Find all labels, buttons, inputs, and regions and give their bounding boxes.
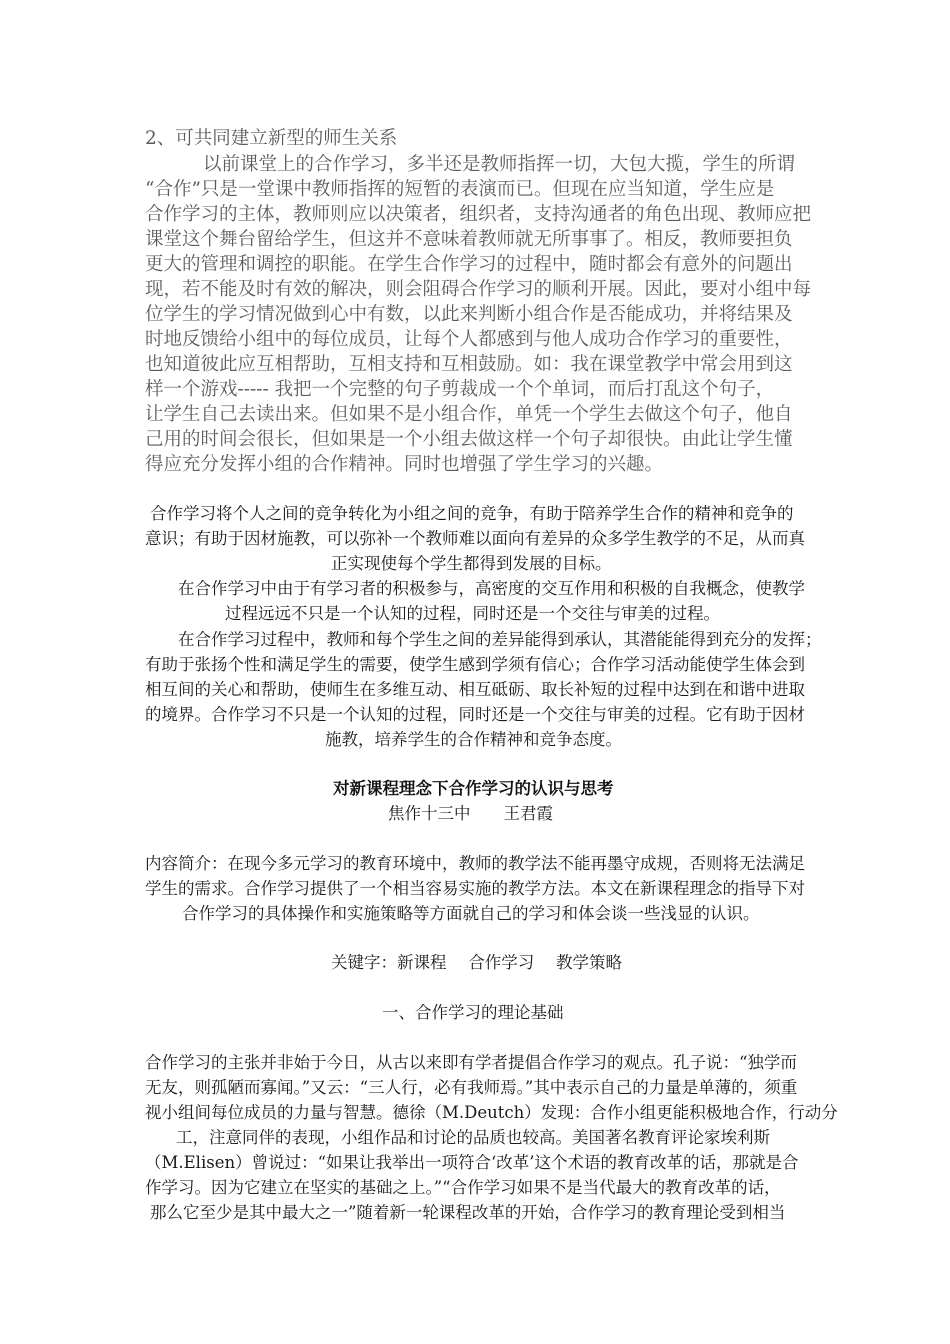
paragraph-line: 得应充分发挥小组的合作精神。同时也增强了学生学习的兴趣。 xyxy=(145,454,664,475)
paragraph-line: 时地反馈给小组中的每位成员，让每个人都感到与他人成功合作学习的重要性， xyxy=(145,329,793,350)
paragraph-line: 合作学习将个人之间的竞争转化为小组之间的竞争，有助于陪养学生合作的精神和竞争的 xyxy=(150,504,794,523)
paragraph-line: 也知道彼此应互相帮助，互相支持和互相鼓励。如：我在课堂教学中常会用到这 xyxy=(145,354,793,375)
paragraph-line: 课堂这个舞台留给学生，但这并不意味着教师就无所事事了。相反，教师要担负 xyxy=(145,229,793,250)
paragraph-line: 让学生自己去读出来。但如果不是小组合作，单凭一个学生去做这个句子，他自 xyxy=(145,404,793,425)
paragraph-line: 己用的时间会很长，但如果是一个小组去做这样一个句子却很快。由此让学生懂 xyxy=(145,429,793,450)
paragraph-line: 更大的管理和调控的职能。在学生合作学习的过程中，随时都会有意外的问题出 xyxy=(145,254,793,275)
paragraph-line: 意识；有助于因材施教，可以弥补一个教师难以面向有差异的众多学生教学的不足，从而真 xyxy=(145,529,805,548)
abstract-line: 合作学习的具体操作和实施策略等方面就自己的学习和体会谈一些浅显的认识。 xyxy=(182,904,760,923)
article-author: 焦作十三中 王君霞 xyxy=(388,804,553,823)
paragraph-line: 在合作学习过程中，教师和每个学生之间的差异能得到承认，其潜能能得到充分的发挥； xyxy=(178,630,822,649)
paragraph-line: 样一个游戏----- 我把一个完整的句子剪裁成一个个单词，而后打乱这个句子， xyxy=(145,379,775,400)
body-line: 工，注意同伴的表现，小组作品和讨论的品质也较高。美国著名教育评论家埃利斯 xyxy=(176,1128,770,1147)
abstract-line: 学生的需求。合作学习提供了一个相当容易实施的教学方法。本文在新课程理念的指导下对 xyxy=(145,879,805,898)
paragraph-line: 以前课堂上的合作学习，多半还是教师指挥一切，大包大揽，学生的所谓 xyxy=(203,154,796,175)
paragraph-line: 施教，培养学生的合作精神和竞争态度。 xyxy=(325,730,622,749)
keywords: 关键字：新课程 合作学习 教学策略 xyxy=(331,953,622,972)
paragraph-line: 过程远远不只是一个认知的过程，同时还是一个交往与审美的过程。 xyxy=(225,604,720,623)
body-line: 视小组间每位成员的力量与智慧。德徐（M.Deutch）发现：合作小组更能积极地合作，行动分 xyxy=(145,1103,838,1122)
paragraph-line: 有助于张扬个性和满足学生的需要，使学生感到学须有信心；合作学习活动能使学生体会到 xyxy=(145,655,805,674)
paragraph-line: 相互间的关心和帮助，使师生在多维互动、相互砥砺、取长补短的过程中达到在和谐中进取 xyxy=(145,680,805,699)
body-line: 作学习。因为它建立在坚实的基础之上。”“合作学习如果不是当代最大的教育改革的话， xyxy=(145,1178,781,1197)
body-line: 合作学习的主张并非始于今日，从古以来即有学者提倡合作学习的观点。孔子说：“独学而 xyxy=(145,1053,797,1072)
paragraph-line: 现，若不能及时有效的解决，则会阻碍合作学习的顺利开展。因此，要对小组中每 xyxy=(145,279,812,300)
paragraph-line: 的境界。合作学习不只是一个认知的过程，同时还是一个交往与审美的过程。它有助于因材 xyxy=(145,705,805,724)
body-line: 那么它至少是其中最大之一”随着新一轮课程改革的开始，合作学习的教育理论受到相当 xyxy=(150,1203,786,1222)
section-title: 一、合作学习的理论基础 xyxy=(382,1003,564,1022)
section-heading: 2、可共同建立新型的师生关系 xyxy=(145,128,398,149)
paragraph-line: 合作学习的主体，教师则应以决策者，组织者，支持沟通者的角色出现、教师应把 xyxy=(145,204,812,225)
paragraph-line: “合作”只是一堂课中教师指挥的短暂的表演而已。但现在应当知道，学生应是 xyxy=(145,179,775,200)
abstract-line: 内容简介：在现今多元学习的教育环境中，教师的教学法不能再墨守成规，否则将无法满足 xyxy=(145,854,805,873)
article-title: 对新课程理念下合作学习的认识与思考 xyxy=(333,779,614,798)
paragraph-line: 正实现使每个学生都得到发展的目标。 xyxy=(331,554,612,573)
paragraph-line: 在合作学习中由于有学习者的积极参与，高密度的交互作用和积极的自我概念，使教学 xyxy=(178,579,805,598)
paragraph-line: 位学生的学习情况做到心中有数，以此来判断小组合作是否能成功，并将结果及 xyxy=(145,304,793,325)
body-line: 无友，则孤陋而寡闻。”又云：“三人行，必有我师焉。”其中表示自己的力量是单薄的，须重 xyxy=(145,1078,798,1097)
body-line: （M.Elisen）曾说过：“如果让我举出一项符合‘改革’这个术语的教育改革的话，那就是合 xyxy=(145,1153,799,1172)
